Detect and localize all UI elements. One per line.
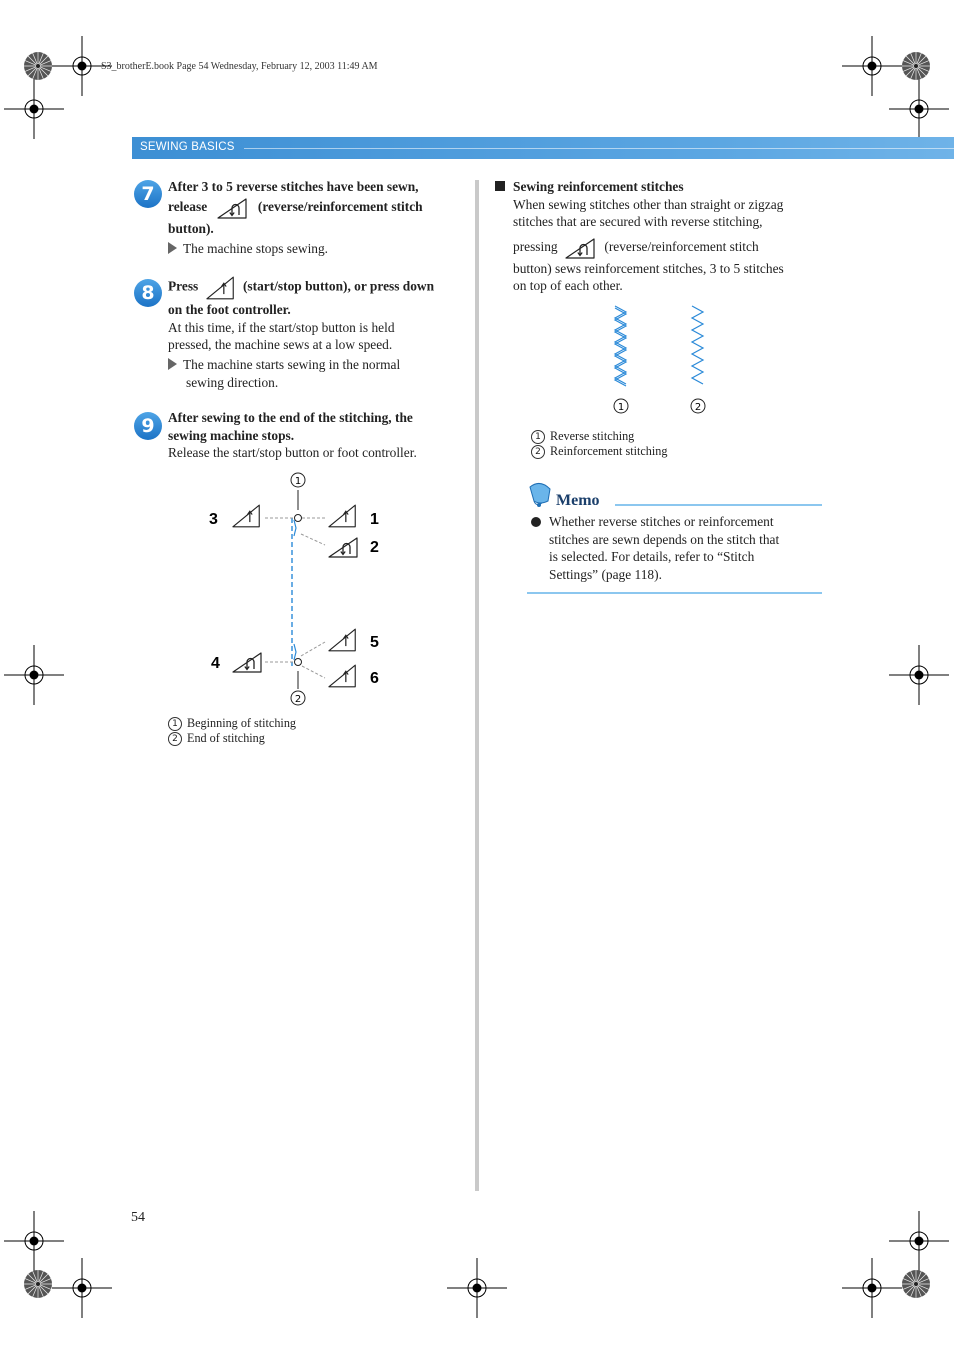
memo-bottom-rule <box>527 592 822 594</box>
start-stop-button-icon <box>329 629 355 651</box>
section-header <box>132 137 954 159</box>
result-arrow-icon <box>168 242 177 254</box>
diagram-marker-top <box>291 473 305 487</box>
registration-crosshair-icon <box>4 645 64 705</box>
svg-text:6: 6 <box>370 670 379 687</box>
registration-crosshair-icon <box>842 1258 902 1318</box>
square-bullet-icon <box>495 181 505 191</box>
registration-crosshair-icon <box>889 645 949 705</box>
diagram-step-4 <box>211 653 261 672</box>
caption-end: 2 End of stitching <box>168 731 296 746</box>
diagram-step-2 <box>329 538 379 557</box>
bullet-icon <box>531 517 541 527</box>
diagram-seam <box>265 490 325 689</box>
reinforcement-section <box>495 178 825 295</box>
start-stop-button-icon <box>329 665 355 687</box>
step9-body: Release the start/stop button or foot controller. <box>168 445 417 460</box>
svg-text:4: 4 <box>211 655 220 672</box>
svg-text:2: 2 <box>294 694 302 705</box>
step-badge-9: 9 <box>134 412 162 440</box>
step8-result: The machine starts sewing in the normal sewing direction. <box>168 356 468 391</box>
section-title: SEWING BASICS <box>140 141 235 153</box>
caption-reverse: 1 Reverse stitching <box>531 429 667 444</box>
diagram-captions <box>168 716 296 746</box>
registration-rosette-icon <box>901 51 931 81</box>
step9-line1: After sewing to the end of the stitching, the <box>168 410 413 425</box>
caption-reinforcement: 2 Reinforcement stitching <box>531 444 667 459</box>
registration-crosshair-icon <box>889 79 949 139</box>
start-stop-button-icon <box>233 505 259 527</box>
reinforcement-title: Sewing reinforcement stitches <box>495 178 825 196</box>
memo-title: Memo <box>556 492 600 509</box>
diagram-step-5 <box>329 629 379 651</box>
reinforcement-paragraph: When sewing stitches other than straight or zigzag stitches that are secured with reverse stitching, pressing (reverse/reinforcement stitch button) sews reinforcement stitches, 3 to 5 stitches on top of each other. <box>513 196 784 293</box>
step7-result: The machine stops sewing. <box>168 240 328 258</box>
start-stop-button-icon <box>205 274 237 301</box>
svg-text:3: 3 <box>209 511 218 528</box>
reverse-stitch-button-icon <box>233 653 261 672</box>
step8-body2: pressed, the machine sews at a low speed. <box>168 337 393 352</box>
reinforcement-stitch-sample <box>692 306 703 384</box>
memo-bell-icon <box>526 481 554 509</box>
stitch-marker-1 <box>614 399 628 413</box>
svg-text:1: 1 <box>294 476 302 487</box>
result-arrow-icon <box>168 358 177 370</box>
page-number: 54 <box>131 1210 145 1225</box>
reverse-stitch-button-icon <box>329 538 357 557</box>
stitch-marker-2 <box>691 399 705 413</box>
registration-crosshair-icon <box>4 79 64 139</box>
registration-crosshair-icon <box>447 1258 507 1318</box>
reverse-stitch-button-icon <box>216 196 250 220</box>
diagram-step-1 <box>329 505 379 528</box>
memo-body: Whether reverse stitches or reinforcement stitches are sewn depends on the stitch that is selected. For details, refer to “Stitch Settings” (page 118). <box>531 513 831 583</box>
step-badge-7: 7 <box>134 180 162 208</box>
diagram-marker-bottom <box>291 691 305 705</box>
step7-line1: After 3 to 5 reverse stitches have been sewn, <box>168 179 419 194</box>
step-badge-8: 8 <box>134 279 162 307</box>
step9-line2: sewing machine stops. <box>168 427 295 443</box>
diagram-step-6 <box>329 665 379 687</box>
svg-text:1: 1 <box>370 511 379 528</box>
registration-rosette-icon <box>23 51 53 81</box>
registration-crosshair-icon <box>52 1258 112 1318</box>
svg-text:2: 2 <box>370 539 379 556</box>
svg-text:1: 1 <box>617 402 625 413</box>
file-info: S3_brotherE.book Page 54 Wednesday, February 12, 2003 11:49 AM <box>101 61 378 72</box>
reverse-stitch-sample <box>615 306 626 386</box>
stitch-captions <box>531 429 667 459</box>
column-divider <box>475 180 479 1191</box>
step8-line2: on the foot controller. <box>168 302 291 317</box>
stitching-sequence-diagram <box>195 468 395 710</box>
step7-line3: button). <box>168 220 214 236</box>
step7-instruction <box>168 178 468 237</box>
step8-line1: Press (start/stop button), or press down <box>168 274 468 301</box>
registration-rosette-icon <box>901 1269 931 1299</box>
step8-instruction <box>168 274 468 354</box>
reverse-stitch-button-icon <box>564 236 598 260</box>
header-rule <box>244 148 954 149</box>
stitch-comparison-diagram <box>600 302 720 418</box>
registration-rosette-icon <box>23 1269 53 1299</box>
step8-body1: At this time, if the start/stop button is held <box>168 319 395 335</box>
diagram-step-3 <box>209 505 259 528</box>
memo-top-rule <box>615 504 822 506</box>
step7-line2: release (reverse/reinforcement stitch <box>168 196 468 220</box>
svg-text:5: 5 <box>370 634 379 651</box>
svg-text:2: 2 <box>694 402 702 413</box>
step9-instruction <box>168 409 468 462</box>
start-stop-button-icon <box>329 505 355 527</box>
caption-beginning: 1 Beginning of stitching <box>168 716 296 731</box>
